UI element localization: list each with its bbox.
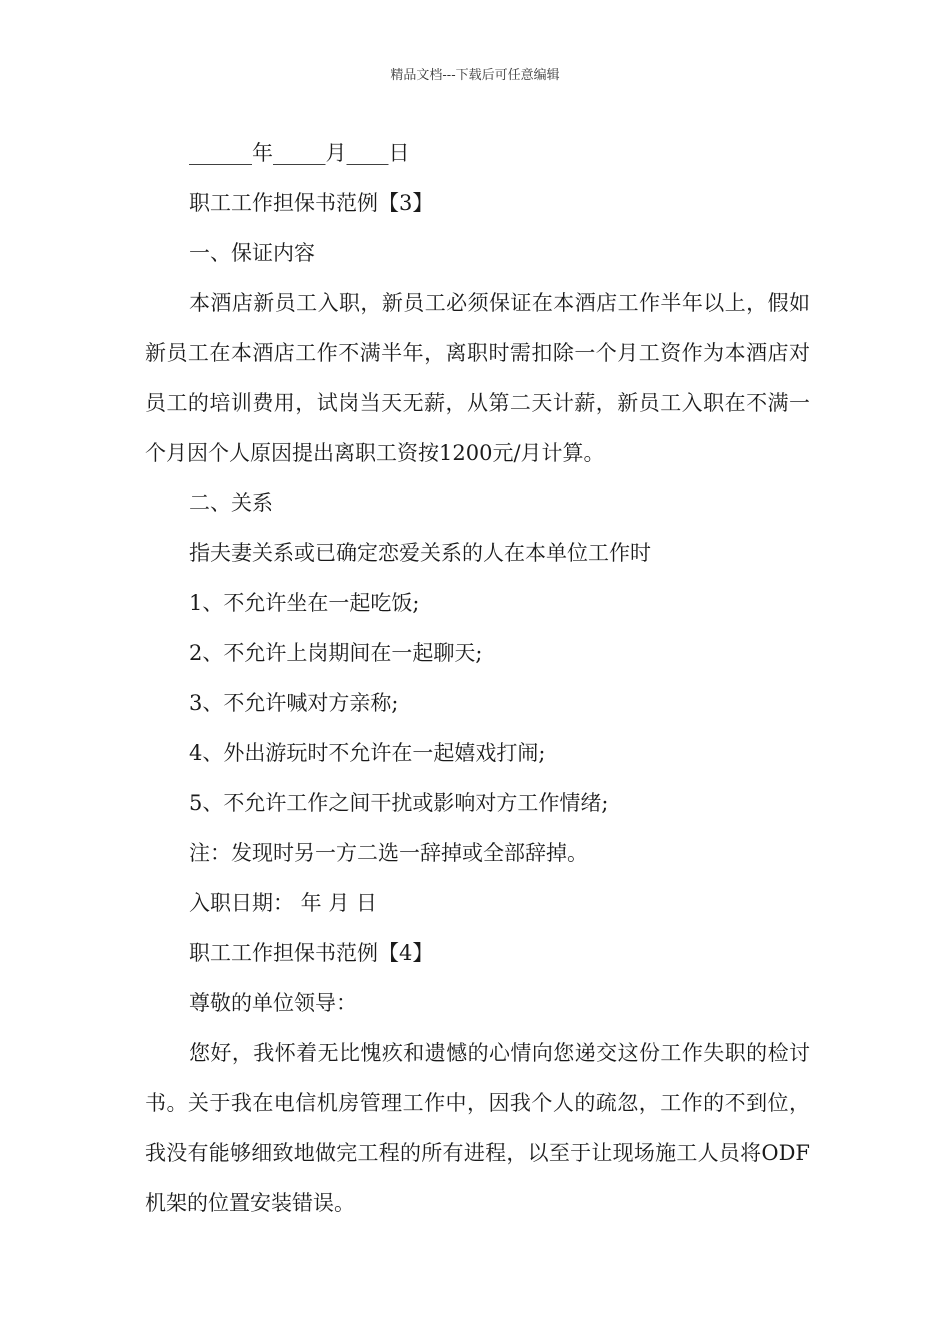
heading-guarantee-content: 一、保证内容 xyxy=(189,241,315,265)
note-line: 注：发现时另一方二选一辞掉或全部辞掉。 xyxy=(189,841,588,865)
rule-item: 2、不允许上岗期间在一起聊天; xyxy=(189,641,483,665)
heading-relationship: 二、关系 xyxy=(189,491,273,515)
document-body xyxy=(145,128,810,1228)
date-line: ______年_____月____日 xyxy=(189,141,410,165)
section-title-3: 职工工作担保书范例【3】 xyxy=(189,191,434,215)
page-header: 精品文档---下载后可任意编辑 xyxy=(390,68,560,83)
rule-item: 4、外出游玩时不允许在一起嬉戏打闹; xyxy=(189,741,546,765)
paragraph-guarantee-terms: 本酒店新员工入职，新员工必须保证在本酒店工作半年以上，假如新员工在本酒店工作不满半年，离职时需扣除一个月工资作为本酒店对员工的培训费用，试岗当天无薪，从第二天计薪，新员工入职在不满一个月因个人原因提出离职工资按1200元/月计算。 xyxy=(145,291,810,465)
section-title-4: 职工工作担保书范例【4】 xyxy=(189,941,434,965)
paragraph-self-criticism: 您好，我怀着无比愧疚和遗憾的心情向您递交这份工作失职的检讨书。关于我在电信机房管理工作中，因我个人的疏忽，工作的不到位，我没有能够细致地做完工程的所有进程，以至于让现场施工人员将ODF机架的位置安装错误。 xyxy=(145,1041,810,1215)
rule-item: 1、不允许坐在一起吃饭; xyxy=(189,591,420,615)
entry-date-line: 入职日期： 年 月 日 xyxy=(189,891,378,915)
rule-item: 3、不允许喊对方亲称; xyxy=(189,691,399,715)
salutation: 尊敬的单位领导： xyxy=(189,991,357,1015)
paragraph-relationship-intro: 指夫妻关系或已确定恋爱关系的人在本单位工作时 xyxy=(189,541,651,565)
rule-item: 5、不允许工作之间干扰或影响对方工作情绪; xyxy=(189,791,609,815)
